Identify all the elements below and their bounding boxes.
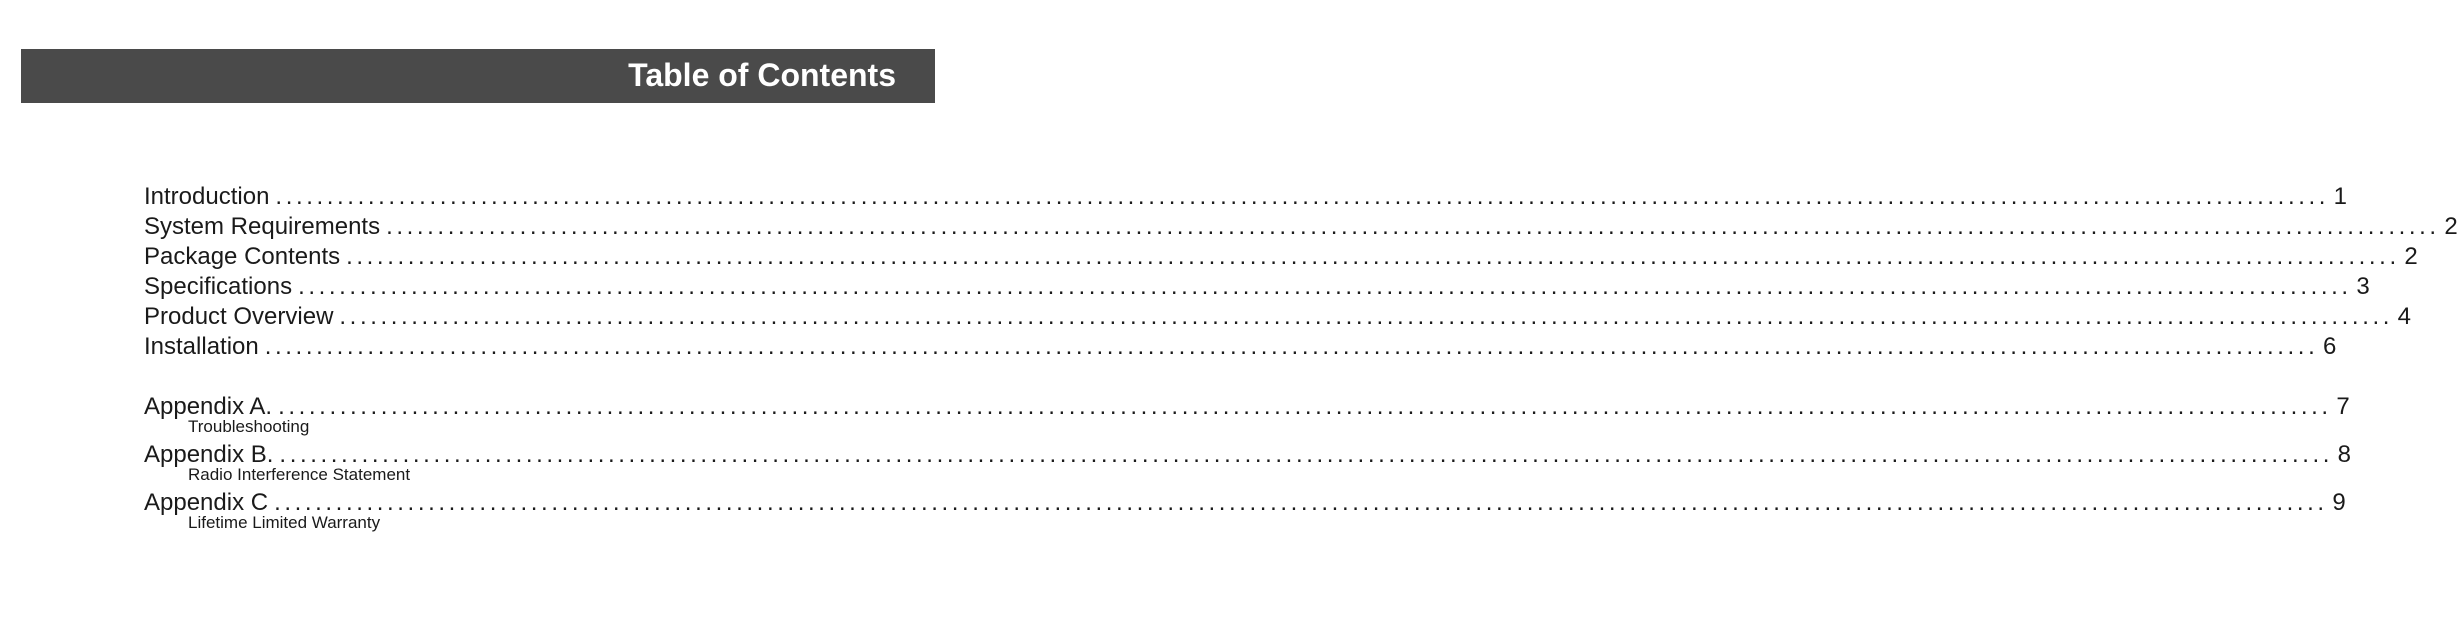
leader-dots: ........................................................................................................................................................................................................ [298,273,2352,300]
toc-entry-specifications[interactable] [144,272,2370,302]
toc-entry-product-overview[interactable] [144,302,2411,332]
toc-entry-subtitle: Troubleshooting [188,417,310,436]
section-spacer [144,362,800,392]
toc-entry-title: Appendix A. [144,393,273,420]
leader-dots: ........................................................................................................................................................................................................ [339,303,2393,330]
toc-entry-introduction[interactable] [144,182,2348,212]
toc-entry-title: System Requirements [144,213,381,240]
toc-entry-page: 4 [2397,303,2411,330]
toc-entry-system-requirements[interactable] [144,212,2458,242]
toc-entry-page: 3 [2356,273,2370,300]
toc-entry-title: Specifications [144,273,293,300]
toc-entry-page: 2 [2404,243,2418,270]
toc-entry-page: 1 [2333,183,2348,210]
toc-entry-package-contents[interactable] [144,242,2418,272]
page-title: Table of Contents [628,57,896,93]
toc-entry-title: Appendix C [144,489,269,516]
leader-dots: ........................................................................................................................................................................................................ [274,489,2328,516]
toc-entry-page: 2 [2444,213,2458,240]
leader-dots: ........................................................................................................................................................................................................ [386,213,2440,240]
toc-entry-page: 7 [2336,393,2350,420]
toc-entry-title: Package Contents [144,243,341,270]
toc-entry-title: Appendix B. [144,441,274,468]
leader-dots: ........................................................................................................................................................................................................ [279,441,2334,468]
table-of-contents [144,182,2458,536]
toc-entry-page: 6 [2322,333,2337,360]
leader-dots: ........................................................................................................................................................................................................ [264,333,2319,360]
toc-entry-title: Introduction [144,183,270,210]
toc-entry-subtitle: Radio Interference Statement [188,465,411,484]
toc-entry-title: Installation [144,333,259,360]
toc-entry-title: Product Overview [144,303,334,330]
leader-dots: ........................................................................................................................................................................................................ [346,243,2400,270]
toc-entry-appendix-b[interactable] [144,440,2352,470]
toc-entry-appendix-a[interactable] [144,392,2350,422]
toc-entry-page: 9 [2332,489,2346,516]
toc-entry-page: 8 [2337,441,2352,468]
toc-entry-appendix-c[interactable] [144,488,2346,518]
toc-entry-subtitle: Lifetime Limited Warranty [188,513,381,532]
leader-dots: ........................................................................................................................................................................................................ [275,183,2330,210]
toc-entry-installation[interactable] [144,332,2337,362]
leader-dots: ........................................................................................................................................................................................................ [278,393,2332,420]
header-bar [21,49,935,103]
